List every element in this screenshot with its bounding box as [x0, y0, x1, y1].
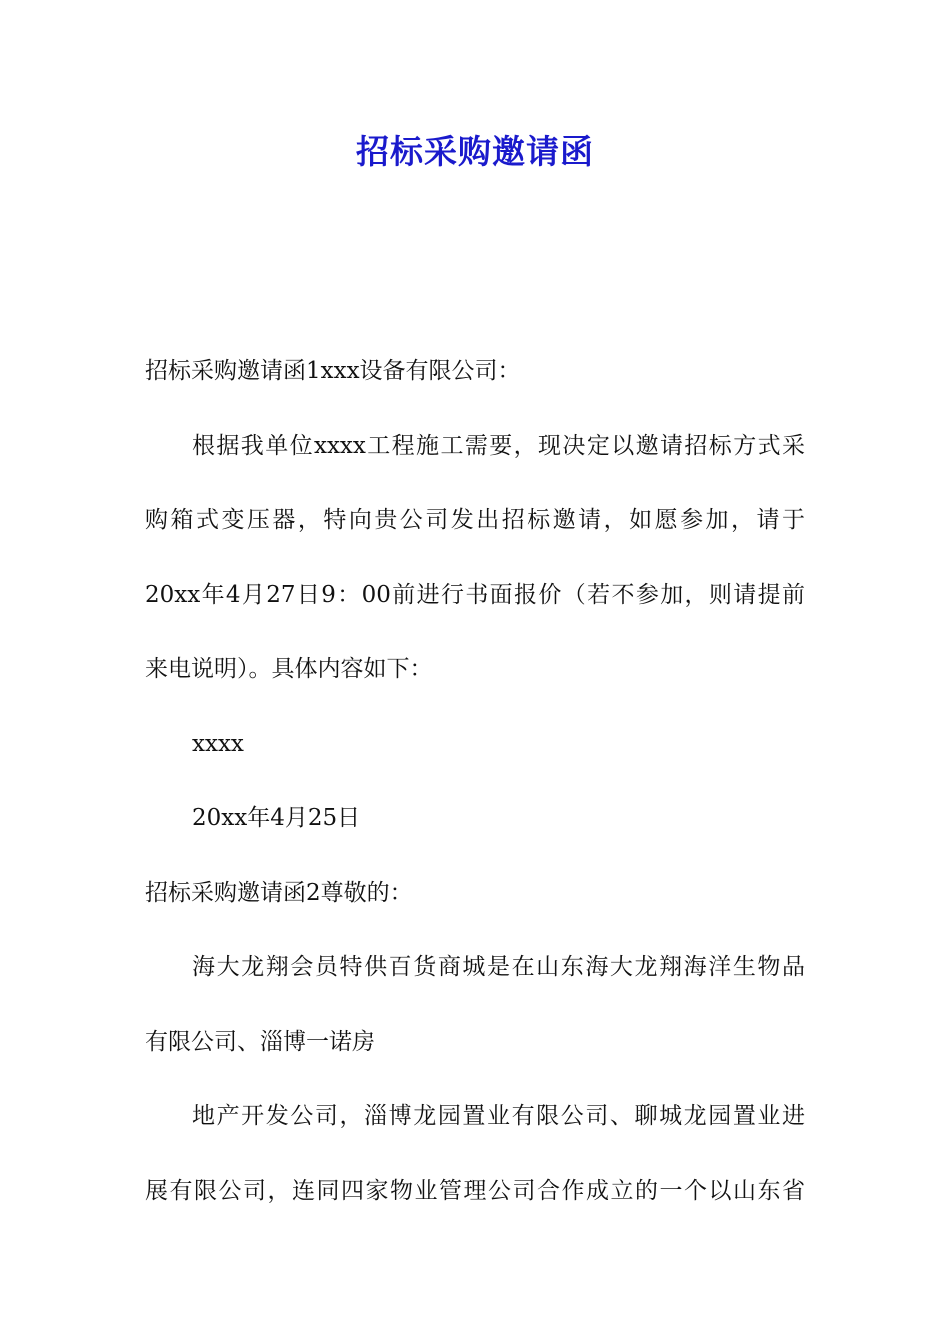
paragraph-line: 购箱式变压器，特向贵公司发出招标邀请，如愿参加，请于: [145, 507, 805, 533]
salutation-line-2: 招标采购邀请函2尊敬的：: [145, 879, 413, 906]
paragraph-line: 海大龙翔会员特供百货商城是在山东海大龙翔海洋生物品: [192, 954, 805, 980]
date-line: 20xx年4月25日: [192, 805, 361, 831]
paragraph-line: 根据我单位xxxx工程施工需要，现决定以邀请招标方式采: [192, 432, 805, 459]
paragraph-line: 地产开发公司，淄博龙园置业有限公司、聊城龙园置业进: [192, 1103, 805, 1129]
paragraph-line: 来电说明）。具体内容如下：: [145, 656, 433, 682]
paragraph-line: 展有限公司，连同四家物业管理公司合作成立的一个以山东省: [145, 1177, 805, 1204]
document-body: [145, 334, 805, 1228]
signature-line: xxxx: [192, 730, 244, 757]
paragraph-line: 有限公司、淄博一诺房: [145, 1028, 375, 1055]
salutation-line-1: 招标采购邀请函1xxx设备有限公司：: [145, 358, 521, 384]
paragraph-line: 20xx年4月27日9：00前进行书面报价（若不参加，则请提前: [145, 581, 805, 608]
document-title: 招标采购邀请函: [356, 132, 594, 171]
